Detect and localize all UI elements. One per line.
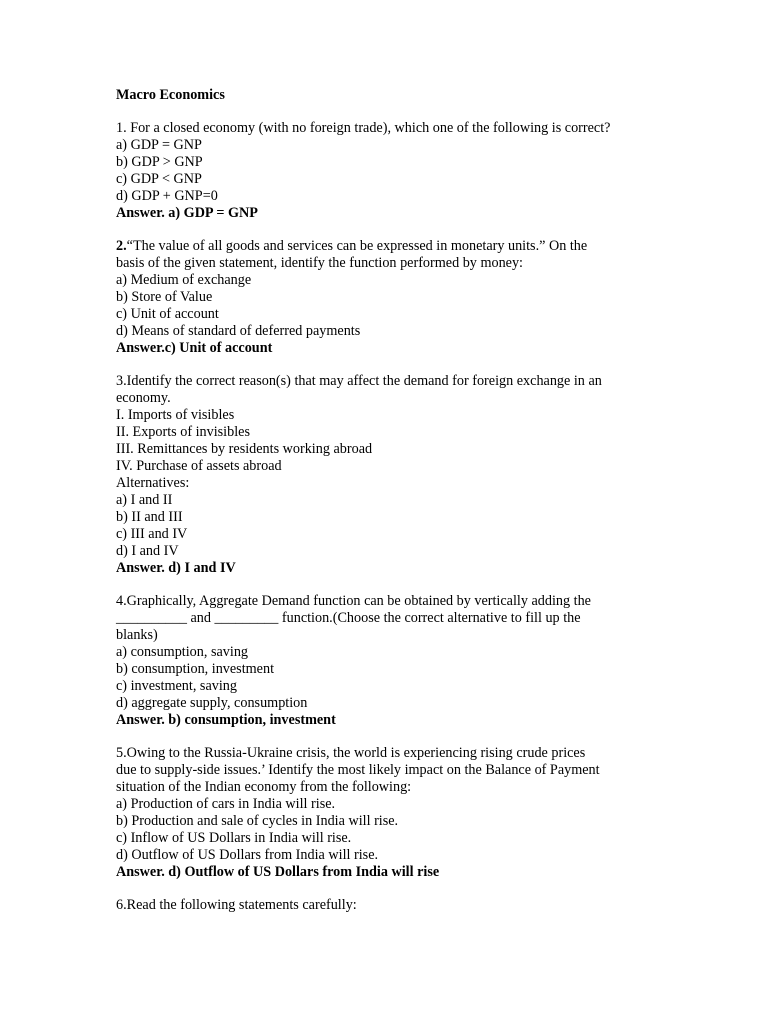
question-5 xyxy=(116,745,676,881)
option-b: b) consumption, investment xyxy=(116,661,275,677)
option-d: d) I and IV xyxy=(116,543,179,559)
option-d: d) aggregate supply, consumption xyxy=(116,695,308,711)
answer: Answer. b) consumption, investment xyxy=(116,712,336,728)
option-a: a) consumption, saving xyxy=(116,644,249,660)
question-stem-text: “The value of all goods and services can be expressed in monetary units.” On the xyxy=(126,238,588,254)
option-b: b) GDP > GNP xyxy=(116,154,203,170)
option-d: d) GDP + GNP=0 xyxy=(116,188,218,204)
option-d: d) Means of standard of deferred payments xyxy=(116,323,361,339)
question-stem-line-1: 5.Owing to the Russia-Ukraine crisis, the world is experiencing rising crude prices xyxy=(116,745,586,761)
answer: Answer. d) I and IV xyxy=(116,560,236,576)
question-number: 2. xyxy=(116,238,127,254)
option-d: d) Outflow of US Dollars from India will rise. xyxy=(116,847,379,863)
answer: Answer. a) GDP = GNP xyxy=(116,205,258,221)
option-b: b) II and III xyxy=(116,509,183,525)
question-1 xyxy=(116,120,676,222)
option-c: c) GDP < GNP xyxy=(116,171,202,187)
answer: Answer. d) Outflow of US Dollars from India will rise xyxy=(116,864,440,880)
option-c: c) investment, saving xyxy=(116,678,237,694)
document-title: Macro Economics xyxy=(116,87,225,103)
option-a: a) Medium of exchange xyxy=(116,272,252,288)
option-a: a) Production of cars in India will rise. xyxy=(116,796,336,812)
alternatives-label: Alternatives: xyxy=(116,475,190,491)
option-b: b) Store of Value xyxy=(116,289,213,305)
answer: Answer.c) Unit of account xyxy=(116,340,273,356)
question-stem-line-2: due to supply-side issues.’ Identify the most likely impact on the Balance of Payment xyxy=(116,762,600,778)
statement-4: IV. Purchase of assets abroad xyxy=(116,458,282,474)
question-stem-line-2: economy. xyxy=(116,390,171,406)
statement-3: III. Remittances by residents working abroad xyxy=(116,441,373,457)
option-c: c) III and IV xyxy=(116,526,188,542)
option-b: b) Production and sale of cycles in India will rise. xyxy=(116,813,399,829)
question-stem-line-1 xyxy=(116,238,676,255)
question-stem: 1. For a closed economy (with no foreign trade), which one of the following is correct? xyxy=(116,120,611,136)
statement-1: I. Imports of visibles xyxy=(116,407,235,423)
statement-2: II. Exports of invisibles xyxy=(116,424,250,440)
question-3 xyxy=(116,373,676,577)
question-4 xyxy=(116,593,676,729)
option-c: c) Inflow of US Dollars in India will rise. xyxy=(116,830,352,846)
question-2 xyxy=(116,238,676,357)
document-page xyxy=(116,87,676,930)
option-a: a) GDP = GNP xyxy=(116,137,202,153)
question-stem-line-3: situation of the Indian economy from the following: xyxy=(116,779,412,795)
question-stem-line-2: basis of the given statement, identify the function performed by money: xyxy=(116,255,523,271)
option-a: a) I and II xyxy=(116,492,173,508)
question-stem-line-1: 3.Identify the correct reason(s) that may affect the demand for foreign exchange in an xyxy=(116,373,602,389)
question-stem-line-1: 6.Read the following statements carefully: xyxy=(116,897,357,913)
question-stem-line-1: 4.Graphically, Aggregate Demand function can be obtained by vertically adding the xyxy=(116,593,591,609)
question-6 xyxy=(116,897,676,914)
question-stem-line-3: blanks) xyxy=(116,627,158,643)
question-stem-line-2: __________ and _________ function.(Choose the correct alternative to fill up the xyxy=(116,610,581,626)
option-c: c) Unit of account xyxy=(116,306,219,322)
